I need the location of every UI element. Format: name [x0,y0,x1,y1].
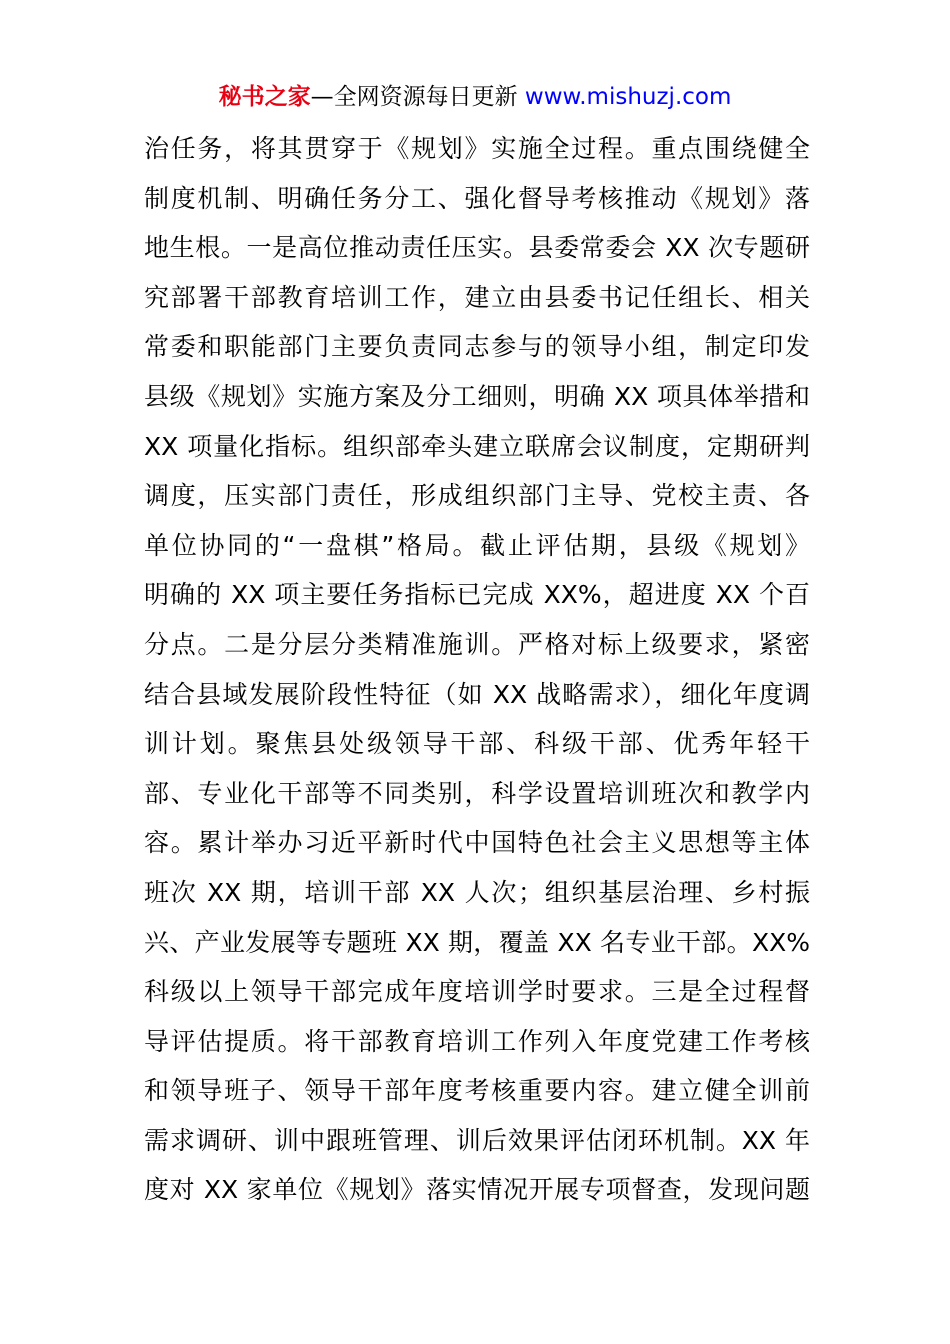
text-line: 地生根。一是高位推动责任压实。县委常委会 XX 次专题研 [144,233,810,263]
text-line: 需求调研、训中跟班管理、训后效果评估闭环机制。XX 年 [144,1125,810,1155]
text-line: 单位协同的“一盘棋”格局。截止评估期，县级《规划》 [144,530,810,560]
text-line: 常委和职能部门主要负责同志参与的领导小组，制定印发 [144,332,810,362]
text-line: 和领导班子、领导干部年度考核重要内容。建立健全训前 [144,1076,810,1106]
text-line: 训计划。聚焦县处级领导干部、科级干部、优秀年轻干 [144,729,810,759]
document-body [144,124,810,1215]
text-line: 度对 XX 家单位《规划》落实情况开展专项督查，发现问题 [144,1175,810,1205]
site-tagline: —全网资源每日更新 [310,84,525,110]
text-line: 治任务，将其贯穿于《规划》实施全过程。重点围绕健全 [144,134,810,163]
text-line: 调度，压实部门责任，形成组织部门主导、党校主责、各 [144,481,810,511]
text-line: 科级以上领导干部完成年度培训学时要求。三是全过程督 [144,977,810,1007]
site-brand: 秘书之家 [218,84,311,110]
page-header [0,80,950,114]
text-line: 县级《规划》实施方案及分工细则，明确 XX 项具体举措和 [144,381,810,411]
text-line: 制度机制、明确任务分工、强化督导考核推动《规划》落 [144,183,810,213]
text-line: 部、专业化干部等不同类别，科学设置培训班次和教学内 [144,778,810,808]
text-line: 导评估提质。将干部教育培训工作列入年度党建工作考核 [144,1026,810,1056]
text-line: 究部署干部教育培训工作，建立由县委书记任组长、相关 [144,282,810,312]
site-url-link[interactable]: www.mishuzj.com [524,84,732,110]
text-line: 兴、产业发展等专题班 XX 期，覆盖 XX 名专业干部。XX% [144,927,810,957]
text-line: XX 项量化指标。组织部牵头建立联席会议制度，定期研判 [144,431,810,461]
text-line: 班次 XX 期，培训干部 XX 人次；组织基层治理、乡村振 [144,877,810,907]
text-line: 结合县域发展阶段性特征（如 XX 战略需求），细化年度调 [144,679,810,709]
text-line: 容。累计举办习近平新时代中国特色社会主义思想等主体 [144,828,810,858]
text-line: 分点。二是分层分类精准施训。严格对标上级要求，紧密 [144,629,810,659]
text-line: 明确的 XX 项主要任务指标已完成 XX%，超进度 XX 个百 [144,580,810,610]
